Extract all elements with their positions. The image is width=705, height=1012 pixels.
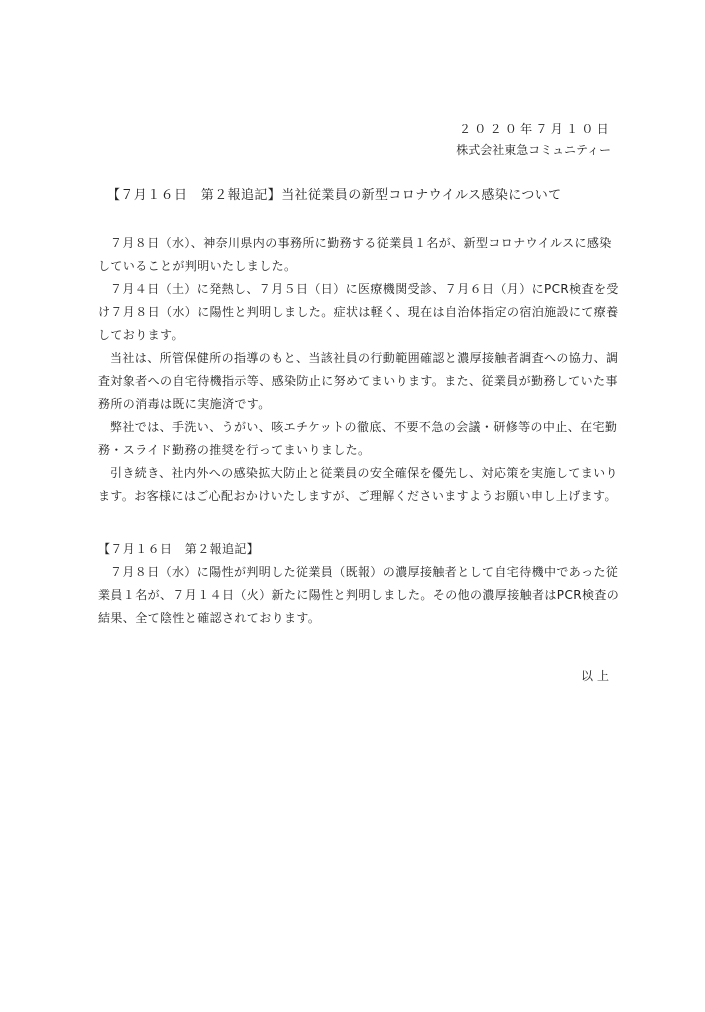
body-paragraph: 引き続き、社内外への感染拡大防止と従業員の安全確保を優先し、対応策を実施してまいります。お客様にはご心配おかけいたしますが、ご理解くださいますようお願い申し上げます。 — [98, 466, 618, 503]
addendum-heading: 【７月１６日 第２報追記】 — [98, 542, 260, 556]
body-paragraph: 弊社では、手洗い、うがい、咳エチケットの徹底、不要不急の会議・研修等の中止、在宅勤務・スライド勤務の推奨を行ってまいりました。 — [98, 420, 618, 457]
company-name: 株式会社東急コミュニティー — [456, 143, 611, 157]
document-date: ２０２０年７月１０日 — [458, 122, 612, 136]
document-title: 【７月１６日 第２報追記】当社従業員の新型コロナウイルス感染について — [107, 188, 562, 203]
body-paragraph: ７月８日（水）、神奈川県内の事務所に勤務する従業員１名が、新型コロナウイルスに感染していることが判明いたしました。 — [98, 236, 612, 273]
body-paragraph: 当社は、所管保健所の指導のもと、当該社員の行動範囲確認と濃厚接触者調査への協力、調査対象者への自宅待機指示等、感染防止に努めてまいります。また、従業員が勤務していた事務所の消毒は既に実施済です。 — [98, 351, 619, 411]
document-body — [98, 232, 620, 508]
body-paragraph: ７月４日（土）に発熱し、７月５日（日）に医療機関受診、７月６日（月）にPCR検査を受け７月８日（水）に陽性と判明しました。症状は軽く、現在は自治体指定の宿泊施設にて療養しております。 — [98, 282, 619, 342]
addendum-paragraph: ７月８日（水）に陽性が判明した従業員（既報）の濃厚接触者として自宅待機中であった従業員１名が、７月１４日（火）新たに陽性と判明しました。その他の濃厚接触者はPCR検査の結果、全て陰性と確認されております。 — [98, 565, 620, 625]
closing-mark: 以上 — [580, 669, 613, 683]
addendum-section — [98, 538, 620, 630]
